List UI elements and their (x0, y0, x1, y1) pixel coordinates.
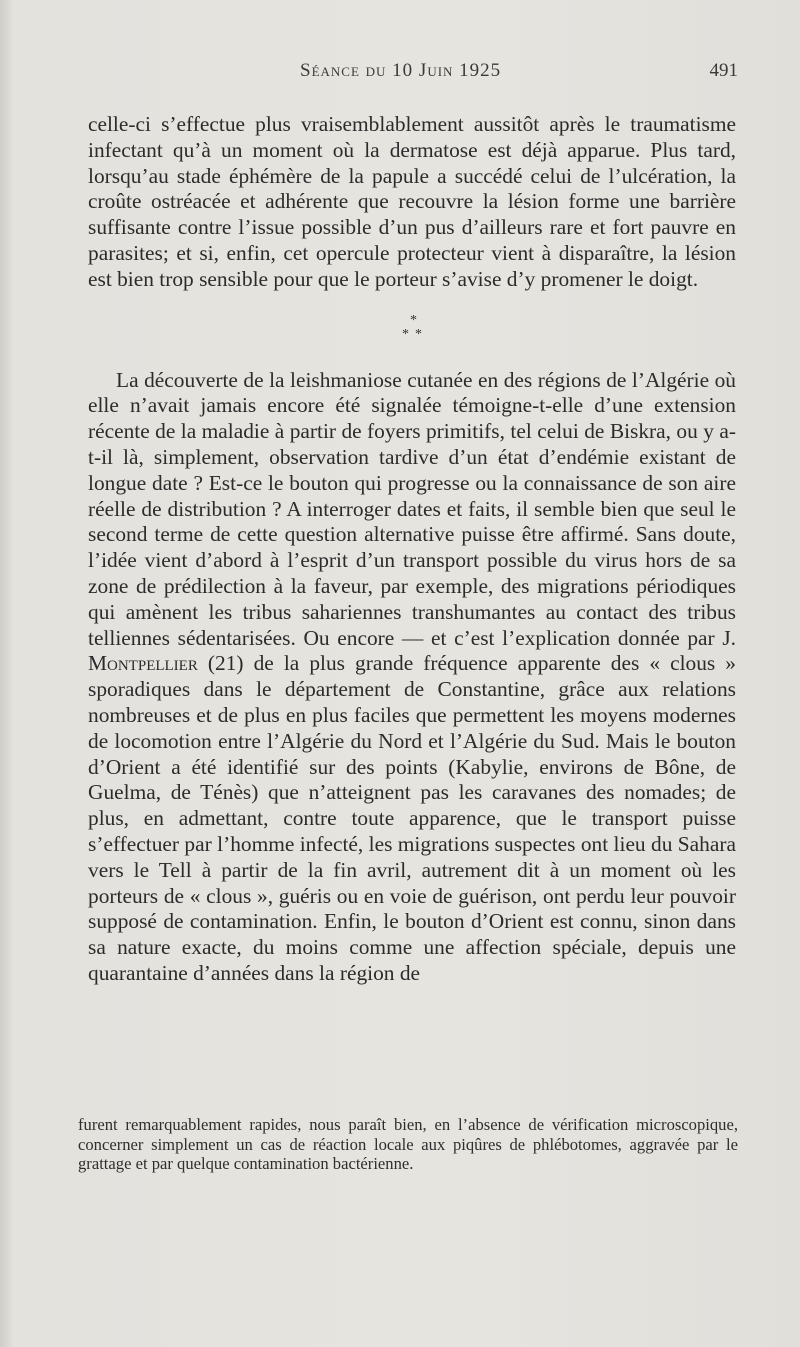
paragraph-text-part2: (21) de la plus grande fréquence apparente des « clous » sporadiques dans le département de Constantine, grâce aux relations nombreuses et de plus en plus faciles que permettent les moyens modernes de locomotion entre l’Algérie du Nord et l’Algérie du Sud. Mais le bouton d’Orient a été identifié sur des points (Kabylie, environs de Bône, de Guelma, de Ténès) que n’atteignent pas les caravanes des nomades; de plus, en admettant, contre toute apparence, que le transport puisse s’effectuer par l’homme infecté, les migrations suspectes ont lieu du Sahara vers le Tell à partir de la fin avril, autrement dit à un moment où les porteurs de « clous », guéris ou en voie de guérison, ont perdu leur pouvoir supposé de contamination. Enfin, le bouton d’Orient est connu, sinon dans sa nature exacte, du moins comme une affection spéciale, depuis une quarantaine d’années dans la région de (88, 651, 736, 985)
paragraph-leishmaniose (88, 368, 736, 987)
paragraph-continued: celle-ci s’effectue plus vraisemblablement aussitôt après le traumatisme infectant qu’à un moment où la dermatose est déjà apparue. Plus tard, lorsqu’au stade éphémère de la papule a succédé celui de l’ulcération, la croûte ostréacée et adhérente que recouvre la lésion forme une barrière suffisante contre l’issue possible d’un pus d’ailleurs rare et fort pauvre en parasites; et si, enfin, cet opercule protecteur vient à disparaître, la lésion est bien trop sensible pour que le porteur s’avise d’y promener le doigt. (88, 112, 736, 291)
paragraph-text-part1: La découverte de la leishmaniose cutanée en des régions de l’Algérie où elle n’avait jamais encore été signalée témoigne-t-elle d’une extension récente de la maladie à partir de foyers primitifs, tel celui de Biskra, ou y a-t-il là, simplement, observation tardive d’un état d’endémie existant de longue date ? Est-ce le bouton qui progresse ou la connaissance de son aire réelle de distribution ? A interroger dates et faits, il semble bien que seul le second terme de cette question alternative puisse être affirmé. Sans doute, l’idée vient d’abord à l’esprit d’un transport possible du virus hors de sa zone de prédilection à la faveur, par exemple, des migrations périodiques qui amènent les tribus sahariennes transhumantes au contact des tribus telliennes sédentarisées. Ou encore — et c’est l’explication donnée par J. (88, 367, 736, 650)
footnote: furent remarquablement rapides, nous paraît bien, en l’absence de vérification microscopique, concerner simplement un cas de réaction locale aux piqûres de phlébotomes, aggravée par le grattage et par quelque contamination bactérienne. (78, 1115, 738, 1173)
page-number: 491 (709, 60, 738, 81)
section-separator: * ** (402, 312, 428, 342)
main-text (88, 112, 736, 987)
running-title: Séance du 10 Juin 1925 (300, 60, 502, 81)
running-head (0, 60, 800, 90)
author-name: Montpellier (88, 651, 198, 676)
